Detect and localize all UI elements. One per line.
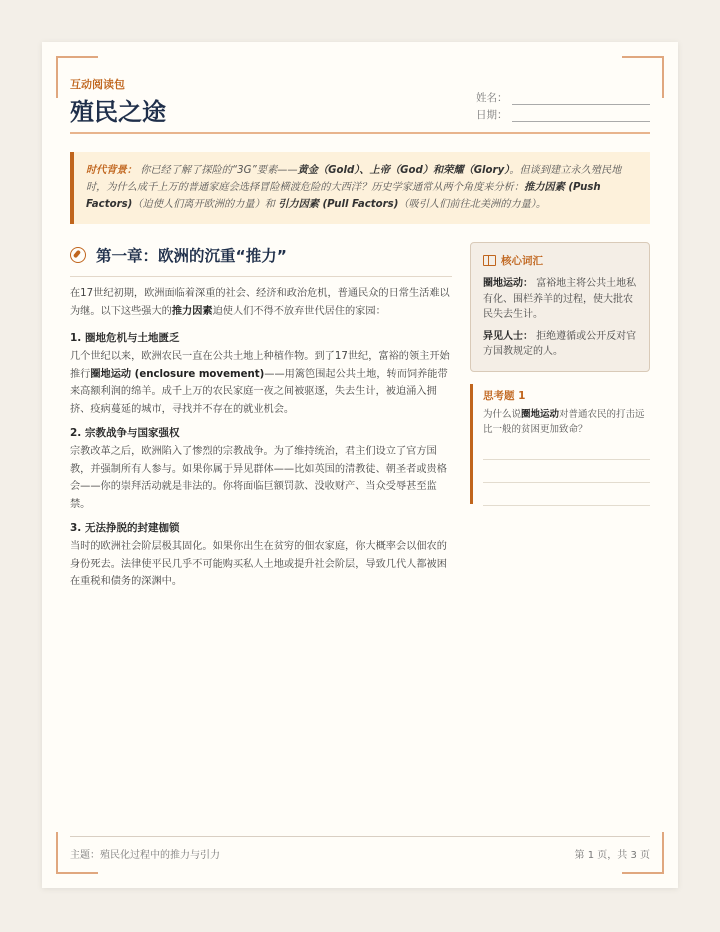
main-content	[70, 242, 452, 591]
header	[70, 76, 650, 132]
student-info	[476, 88, 650, 122]
intro-push: 推力因素 (Push Factors)	[86, 182, 601, 210]
think-question	[483, 407, 650, 437]
section-3-title: 3. 无法挣脱的封建枷锁	[70, 522, 180, 534]
section-1-text	[70, 348, 452, 418]
header-divider	[70, 132, 650, 134]
vocab-heading-label: 核心词汇	[501, 255, 543, 267]
chapter-divider	[70, 276, 452, 277]
footer	[70, 846, 650, 861]
sidebar	[470, 242, 650, 504]
intro-callout	[70, 152, 650, 224]
kicker: 互动阅读包	[70, 78, 125, 91]
date-field[interactable]	[476, 105, 650, 122]
vocab-term: 异见人士：	[483, 330, 533, 342]
question-bold: 圈地运动	[521, 409, 560, 420]
vocab-definition: 拒绝遵循或公开反对官方国教规定的人。	[483, 330, 637, 357]
footer-divider	[70, 836, 650, 837]
vocab-item	[483, 276, 637, 323]
intro-text: （吸引人们前往北美洲的力量）。	[398, 199, 547, 210]
section-3-text: 当时的欧洲社会阶层极其固化。如果你出生在贫穷的佃农家庭，你大概率会以佃农的身份死去。法律使平民几乎不可能购买私人土地或提升社会阶层，导致几代人都被困在重税和债务的深渊中。	[70, 541, 447, 587]
intro-pull: 引力因素 (Pull Factors)	[278, 199, 399, 210]
think-question-box	[470, 384, 650, 504]
section-2-title: 2. 宗教战争与国家强权	[70, 427, 180, 439]
section-1-title: 1. 圈地危机与土地匮乏	[70, 332, 180, 344]
intro-text: （迫使人们离开欧洲的力量）和	[132, 199, 279, 210]
answer-line[interactable]	[483, 460, 650, 483]
intro-text: 你已经了解了探险的“3G”要素——	[140, 165, 298, 176]
chapter-lead	[70, 285, 452, 320]
s1-text: 几个世纪以来，欧洲农民一直在公共土地上种植作物。到了17世纪，富裕的领主开始推行	[70, 351, 450, 380]
intro-3g: 黄金（Gold）、上帝（God）和荣耀（Glory）	[297, 165, 510, 176]
compass-icon	[70, 247, 86, 263]
s1-bold: 圈地运动 (enclosure movement)	[90, 368, 265, 380]
answer-line[interactable]	[483, 483, 650, 506]
intro-text: 。但谈到建立永久殖民地时，为什么成千上万的普通家庭会选择冒险横渡危险的大西洋？历史学家通常从两个角度来分析：	[86, 165, 622, 193]
question-text: 对普通农民的打击远比一般的贫困更加致命？	[483, 409, 645, 435]
date-line[interactable]	[512, 111, 651, 122]
name-field[interactable]	[476, 88, 650, 105]
name-line[interactable]	[512, 94, 651, 105]
name-label: 姓名：	[476, 92, 508, 104]
page-number: 第 1 页，共 3 页	[574, 850, 650, 861]
answer-line[interactable]	[483, 437, 650, 460]
lead-text: 迫使人们不得不放弃世代居住的家园：	[212, 305, 386, 317]
vocab-definition: 富裕地主将公共土地私有化、围栏养羊的过程，使大批农民失去生计。	[483, 278, 637, 320]
lead-bold: 推力因素	[171, 305, 213, 317]
vocab-heading	[483, 253, 637, 268]
footer-topic: 主题：殖民化过程中的推力与引力	[70, 850, 220, 861]
book-icon	[483, 255, 496, 266]
question-text: 为什么说	[483, 409, 522, 420]
date-label: 日期：	[476, 109, 508, 121]
vocab-box	[470, 242, 650, 372]
think-heading: 思考题 1	[483, 390, 526, 402]
intro-label: 时代背景：	[86, 165, 137, 176]
section-2-text: 宗教改革之后，欧洲陷入了惨烈的宗教战争。为了维持统治，君主们设立了官方国教，并强制所有人参与。如果你属于异见群体——比如英国的清教徒、朝圣者或贵格会——你的崇拜活动就是非法的。你将面临巨额罚款、没收财产、当众受辱甚至监禁。	[70, 446, 447, 510]
chapter-title: 第一章：欧洲的沉重“推力”	[96, 247, 287, 265]
s1-text: ——用篱笆围起公共土地，转而饲养能带来高额利润的绵羊。成千上万的农民家庭一夜之间被驱逐，失去生计，被迫涌入拥挤、疫病蔓延的城市，寻找并不存在的就业机会。	[70, 368, 448, 415]
vocab-term: 圈地运动：	[483, 278, 533, 289]
chapter-heading	[70, 242, 452, 268]
lead-text: 在17世纪初期，欧洲面临着深重的社会、经济和政治危机，普通民众的日常生活难以为继。以下这些强大的	[70, 288, 450, 317]
page-title: 殖民之途	[70, 98, 166, 126]
worksheet-page	[42, 42, 678, 888]
vocab-item	[483, 329, 637, 360]
